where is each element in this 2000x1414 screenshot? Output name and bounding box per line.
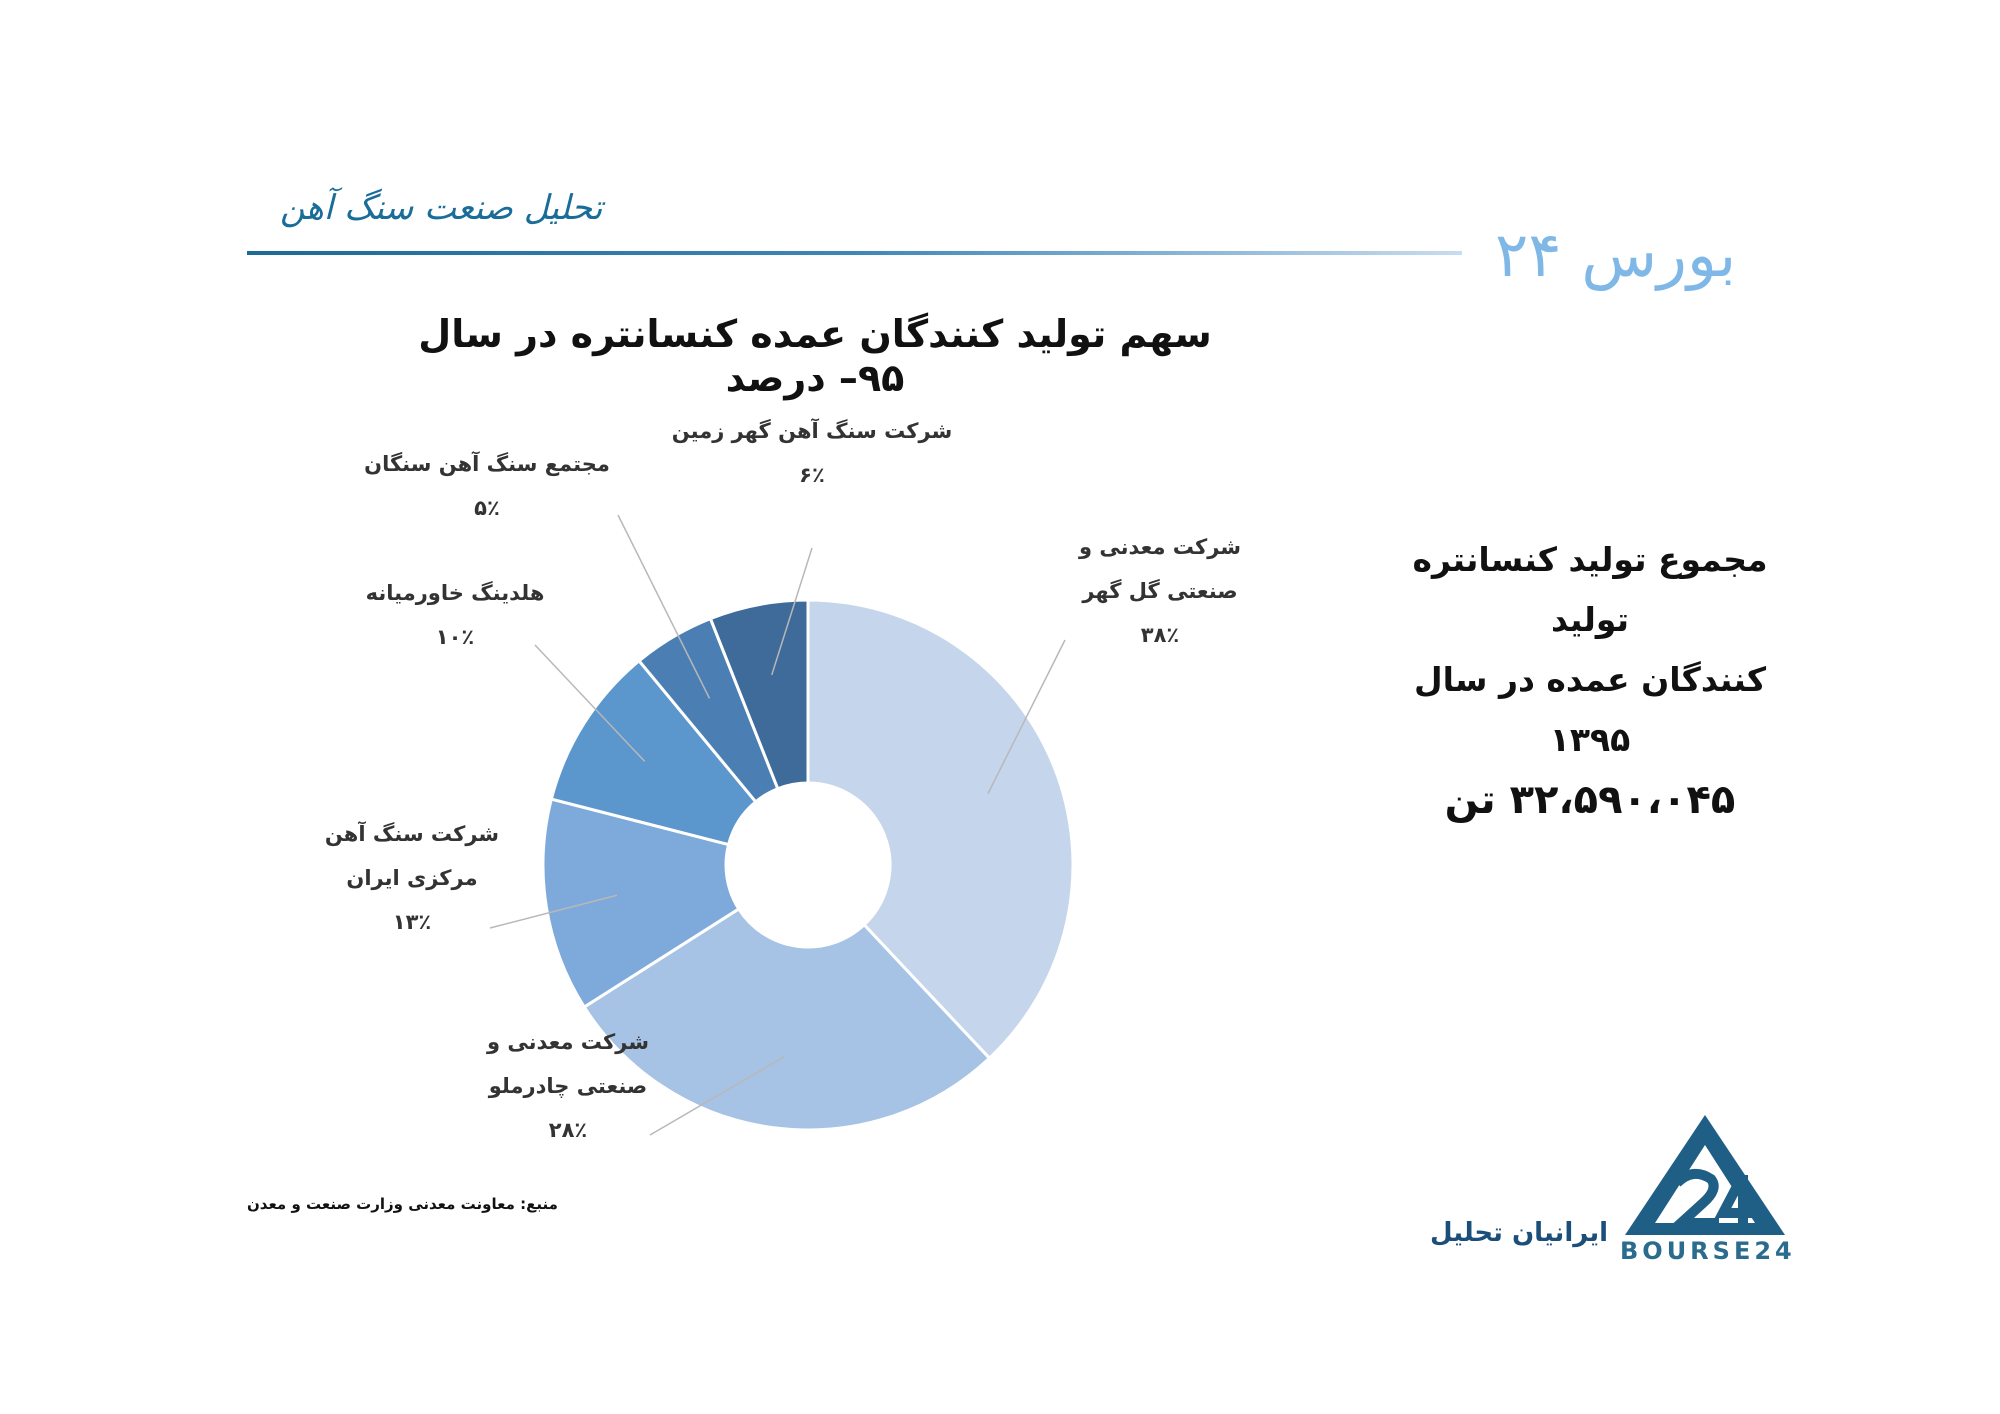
slice-label: شرکت معدنی و صنعتی گل گهر ۳۸٪	[1079, 535, 1241, 647]
total-label-line2: کنندگان عمده در سال ۱۳۹۵	[1413, 660, 1767, 759]
chart-title: سهم تولید کنندگان عمده کنسانتره در سال ۹۵– درصد	[418, 312, 1212, 400]
total-production-block	[1380, 530, 1800, 830]
total-production-value: ۳۲،۵۹۰،۰۴۵ تن	[1444, 777, 1736, 823]
brand-logo: بورس ۲۴	[1495, 218, 1737, 291]
source-note: منبع: معاونت معدنی وزارت صنعت و معدن	[247, 1195, 558, 1213]
slice-label: شرکت معدنی و صنعتی چادرملو ۲۸٪	[487, 1030, 649, 1142]
total-label-line1: مجموع تولید کنسانتره تولید	[1412, 540, 1768, 639]
slice-label: شرکت سنگ آهن گهر زمین ۶٪	[671, 419, 953, 487]
section-title: تحلیل صنعت سنگ آهن	[280, 188, 603, 228]
slice-label: مجتمع سنگ آهن سنگان ۵٪	[364, 452, 610, 520]
bourse24-logo-text: BOURSE24	[1620, 1237, 1796, 1265]
analyst-name: ایرانیان تحلیل	[1430, 1218, 1609, 1248]
slice-label: هلدینگ خاورمیانه ۱۰٪	[365, 581, 545, 649]
slice-label: شرکت سنگ آهن مرکزی ایران ۱۳٪	[324, 822, 500, 934]
